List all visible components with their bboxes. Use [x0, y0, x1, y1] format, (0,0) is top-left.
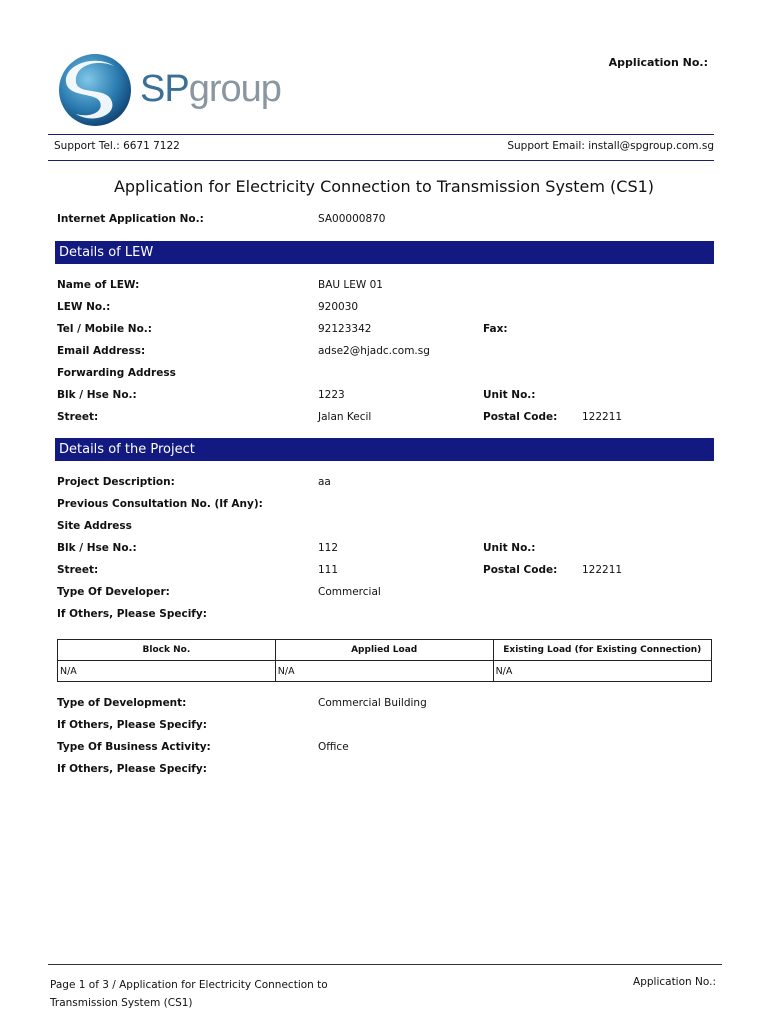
- sp-swirl-icon: [56, 52, 136, 130]
- field-label: If Others, Please Specify:: [57, 608, 207, 620]
- lew-blk-row: [57, 389, 713, 411]
- field-label: Postal Code:: [483, 564, 558, 576]
- sp-group-logo: [56, 52, 296, 130]
- field-label: Street:: [57, 564, 99, 576]
- field-value: aa: [318, 476, 331, 488]
- page-title: Application for Electricity Connection to Transmission System (CS1): [113, 177, 655, 196]
- field-value: 111: [318, 564, 339, 576]
- project-prev-row: [57, 498, 713, 520]
- footer-divider: [48, 964, 722, 965]
- lew-no-row: [57, 301, 713, 323]
- field-value: Jalan Kecil: [318, 411, 372, 423]
- field-label: If Others, Please Specify:: [57, 719, 207, 731]
- project-others-row: [57, 608, 713, 630]
- field-value: 122211: [582, 564, 623, 576]
- support-email: Support Email: install@spgroup.com.sg: [507, 140, 714, 152]
- field-label: Unit No.:: [483, 542, 536, 554]
- table-cell: N/A: [275, 661, 493, 682]
- field-label: Internet Application No.:: [57, 213, 204, 225]
- field-label: Fax:: [483, 323, 508, 335]
- field-label: Unit No.:: [483, 389, 536, 401]
- internet-application-row: [57, 213, 713, 235]
- project-street-row: [57, 564, 713, 586]
- logo-wordmark: SPgroup: [140, 68, 281, 110]
- project-developer-row: [57, 586, 713, 608]
- business-others-row: [57, 763, 713, 785]
- development-type-row: [57, 697, 713, 719]
- table-row: [58, 661, 712, 682]
- field-value: 112: [318, 542, 339, 554]
- field-label: Tel / Mobile No.:: [57, 323, 152, 335]
- development-others-row: [57, 719, 713, 741]
- support-row: [54, 140, 714, 152]
- lew-street-row: [57, 411, 713, 433]
- field-value: adse2@hjadc.com.sg: [318, 345, 430, 357]
- application-no-label: Application No.:: [608, 56, 708, 69]
- field-label: Forwarding Address: [57, 367, 176, 379]
- project-blk-row: [57, 542, 713, 564]
- field-value: BAU LEW 01: [318, 279, 383, 291]
- field-label: Blk / Hse No.:: [57, 542, 137, 554]
- footer-page-info: [50, 976, 350, 1012]
- field-label: Previous Consultation No. (If Any):: [57, 498, 263, 510]
- support-tel: Support Tel.: 6671 7122: [54, 140, 180, 152]
- table-header-row: [58, 640, 712, 661]
- field-label: If Others, Please Specify:: [57, 763, 207, 775]
- table-cell: N/A: [58, 661, 276, 682]
- project-desc-row: [57, 476, 713, 498]
- header-divider-bottom: [48, 160, 714, 161]
- load-table: [57, 639, 712, 682]
- lew-tel-row: [57, 323, 713, 345]
- field-label: Project Description:: [57, 476, 175, 488]
- business-activity-row: [57, 741, 713, 763]
- field-label: Street:: [57, 411, 99, 423]
- field-value: Office: [318, 741, 349, 753]
- field-label: Postal Code:: [483, 411, 558, 423]
- project-site-row: [57, 520, 713, 542]
- field-label: Email Address:: [57, 345, 146, 357]
- field-label: Type Of Business Activity:: [57, 741, 211, 753]
- footer-line-1: Page 1 of 3 / Application for Electricity Connection to: [50, 979, 328, 991]
- field-value: 92123342: [318, 323, 372, 335]
- field-label: LEW No.:: [57, 301, 111, 313]
- lew-forwarding-row: [57, 367, 713, 389]
- header-divider-top: [48, 134, 714, 135]
- lew-name-row: [57, 279, 713, 301]
- footer-line-2: Transmission System (CS1): [50, 997, 193, 1009]
- section-header-lew: Details of LEW: [55, 241, 714, 264]
- field-label: Name of LEW:: [57, 279, 140, 291]
- field-value: 1223: [318, 389, 345, 401]
- section-header-project: Details of the Project: [55, 438, 714, 461]
- field-label: Type of Development:: [57, 697, 187, 709]
- field-value: 122211: [582, 411, 623, 423]
- field-label: Blk / Hse No.:: [57, 389, 137, 401]
- column-header-applied-load: Applied Load: [275, 640, 493, 661]
- column-header-existing-load: Existing Load (for Existing Connection): [493, 640, 711, 661]
- field-value: 920030: [318, 301, 359, 313]
- column-header-block-no: Block No.: [58, 640, 276, 661]
- field-value: SA00000870: [318, 213, 386, 225]
- field-label: Site Address: [57, 520, 132, 532]
- table-cell: N/A: [493, 661, 711, 682]
- lew-email-row: [57, 345, 713, 367]
- field-value: Commercial Building: [318, 697, 427, 709]
- field-label: Type Of Developer:: [57, 586, 170, 598]
- field-value: Commercial: [318, 586, 381, 598]
- footer-application-no: Application No.:: [633, 976, 716, 988]
